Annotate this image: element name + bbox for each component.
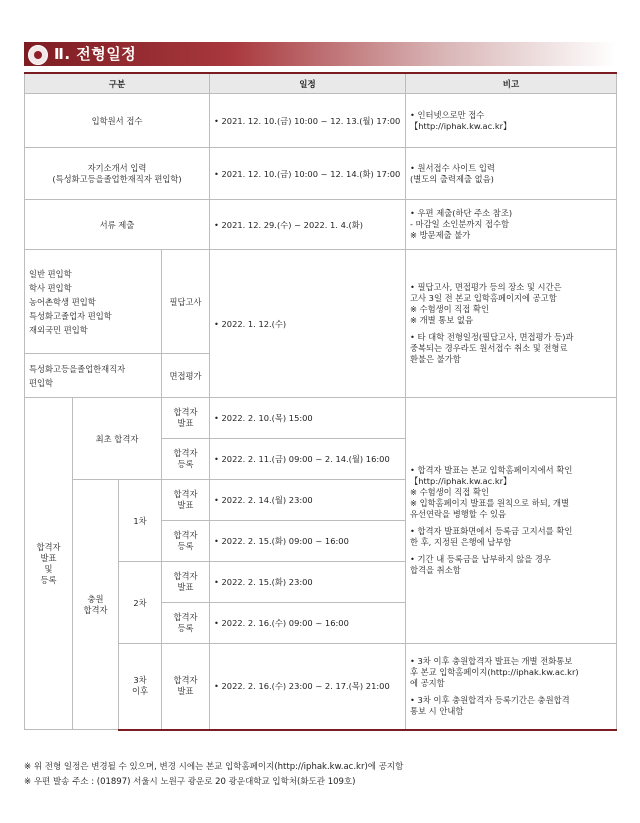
- round-3-remarks: [406, 644, 617, 730]
- row-label-self-intro: 자기소개서 입력 (특성화고등을졸업한재직자 편입학): [25, 148, 210, 200]
- row-label-documents: 서류 제출: [25, 200, 210, 250]
- table-row: [25, 94, 617, 148]
- section-title: Ⅱ. 전형일정: [54, 45, 137, 63]
- round-3-schedule: • 2022. 2. 16.(수) 23:00 ~ 2. 17.(목) 21:00: [210, 644, 406, 730]
- exam-remarks: [406, 250, 617, 398]
- exam-remarks-venue: • 필답고사, 면접평가 등의 장소 및 시간은 고사 3일 전 본교 입학홈페이지에 공고함 ※ 수험생이 직접 확인 ※ 개별 통보 없음: [410, 282, 562, 325]
- announce-label: 합격자 발표: [162, 644, 210, 730]
- table-row: [25, 148, 617, 200]
- documents-remarks: • 우편 제출(하단 주소 참조) - 마감일 소인분까지 접수함 ※ 방문제출 불가: [406, 200, 617, 250]
- header-category: 구분: [25, 73, 210, 94]
- header-remarks: 비고: [406, 73, 617, 94]
- exam-remarks-conflict: • 타 대학 전형일정(필답고사, 면접평가 등)과 중복되는 경우라도 원서접수 취소 및 전형료 환불은 불가함: [410, 332, 574, 364]
- round-2-label: 2차: [119, 562, 162, 644]
- round-3-remarks-register: • 3차 이후 충원합격자 등록기간은 충원합격 통보 시 안내함: [410, 694, 570, 716]
- self-intro-schedule: • 2021. 12. 10.(금) 10:00 ~ 12. 14.(화) 17:00: [210, 148, 406, 200]
- university-emblem-icon: [28, 45, 48, 65]
- self-intro-remarks: • 원서접수 사이트 입력 (별도의 출력제출 없음): [406, 148, 617, 200]
- exam-schedule: • 2022. 1. 12.(수): [210, 250, 406, 398]
- round-2-register-schedule: • 2022. 2. 16.(수) 09:00 ~ 16:00: [210, 603, 406, 644]
- interview-label: 면접평가: [162, 354, 210, 398]
- header-schedule: 일정: [210, 73, 406, 94]
- table-row: [25, 398, 617, 439]
- footnote-schedule-change: ※ 위 전형 일정은 변경될 수 있으며, 변경 시에는 본교 입학홈페이지(http://iphak.kw.ac.kr)에 공지함: [24, 762, 404, 772]
- row-label-application: 입학원서 접수: [25, 94, 210, 148]
- interview-groups: 특성화고등을졸업한재직자 편입학: [25, 354, 162, 398]
- application-remarks: • 인터넷으로만 접수 【http://iphak.kw.ac.kr】: [406, 94, 617, 148]
- announce-label: 합격자 발표: [162, 480, 210, 521]
- register-label: 합격자 등록: [162, 439, 210, 480]
- table-header-row: [25, 73, 617, 94]
- initial-admission-label: 최초 합격자: [73, 398, 162, 480]
- application-schedule: • 2021. 12. 10.(금) 10:00 ~ 12. 13.(월) 17:00: [210, 94, 406, 148]
- announce-label: 합격자 발표: [162, 398, 210, 439]
- written-exam-label: 필답고사: [162, 250, 210, 354]
- initial-register-schedule: • 2022. 2. 11.(금) 09:00 ~ 2. 14.(월) 16:00: [210, 439, 406, 480]
- footnote-mailing-address: ※ 우편 발송 주소 : (01897) 서울시 노원구 광운로 20 광운대학교 입학처(화도관 109호): [24, 777, 356, 787]
- waitlist-label: 충원 합격자: [73, 480, 119, 730]
- table-row: [25, 250, 617, 354]
- section-banner: [24, 42, 616, 66]
- schedule-table: [24, 72, 617, 731]
- results-remarks-check: • 합격자 발표는 본교 입학홈페이지에서 확인 【http://iphak.kw.ac.kr】 ※ 수험생이 직접 확인 ※ 입학홈페이지 발표를 원칙으로 하되, 개별 유선연락을 병행할 수 있음: [410, 465, 573, 519]
- round-3-label: 3차 이후: [119, 644, 162, 730]
- round-1-announce-schedule: • 2022. 2. 14.(월) 23:00: [210, 480, 406, 521]
- round-2-announce-schedule: • 2022. 2. 15.(화) 23:00: [210, 562, 406, 603]
- footnotes: [24, 760, 616, 790]
- results-remarks-payment: • 합격자 발표화면에서 등록금 고지서를 확인 한 후, 지정된 은행에 납부함: [410, 526, 573, 547]
- results-remarks: [406, 398, 617, 644]
- results-group-label: 합격자 발표 및 등록: [25, 398, 73, 730]
- register-label: 합격자 등록: [162, 521, 210, 562]
- round-1-label: 1차: [119, 480, 162, 562]
- written-exam-groups: 일반 편입학 학사 편입학 농어촌학생 편입학 특성화고졸업자 편입학 재외국민 편입학: [25, 250, 162, 354]
- documents-schedule: • 2021. 12. 29.(수) ~ 2022. 1. 4.(화): [210, 200, 406, 250]
- results-remarks-cancel: • 기간 내 등록금을 납부하지 않을 경우 합격을 취소함: [410, 554, 551, 575]
- announce-label: 합격자 발표: [162, 562, 210, 603]
- table-row: [25, 200, 617, 250]
- register-label: 합격자 등록: [162, 603, 210, 644]
- round-1-register-schedule: • 2022. 2. 15.(화) 09:00 ~ 16:00: [210, 521, 406, 562]
- initial-announce-schedule: • 2022. 2. 10.(목) 15:00: [210, 398, 406, 439]
- round-3-remarks-announce: • 3차 이후 충원합격자 발표는 개별 전화통보 후 본교 입학홈페이지(http://iphak.kw.ac.kr) 에 공지함: [410, 655, 579, 688]
